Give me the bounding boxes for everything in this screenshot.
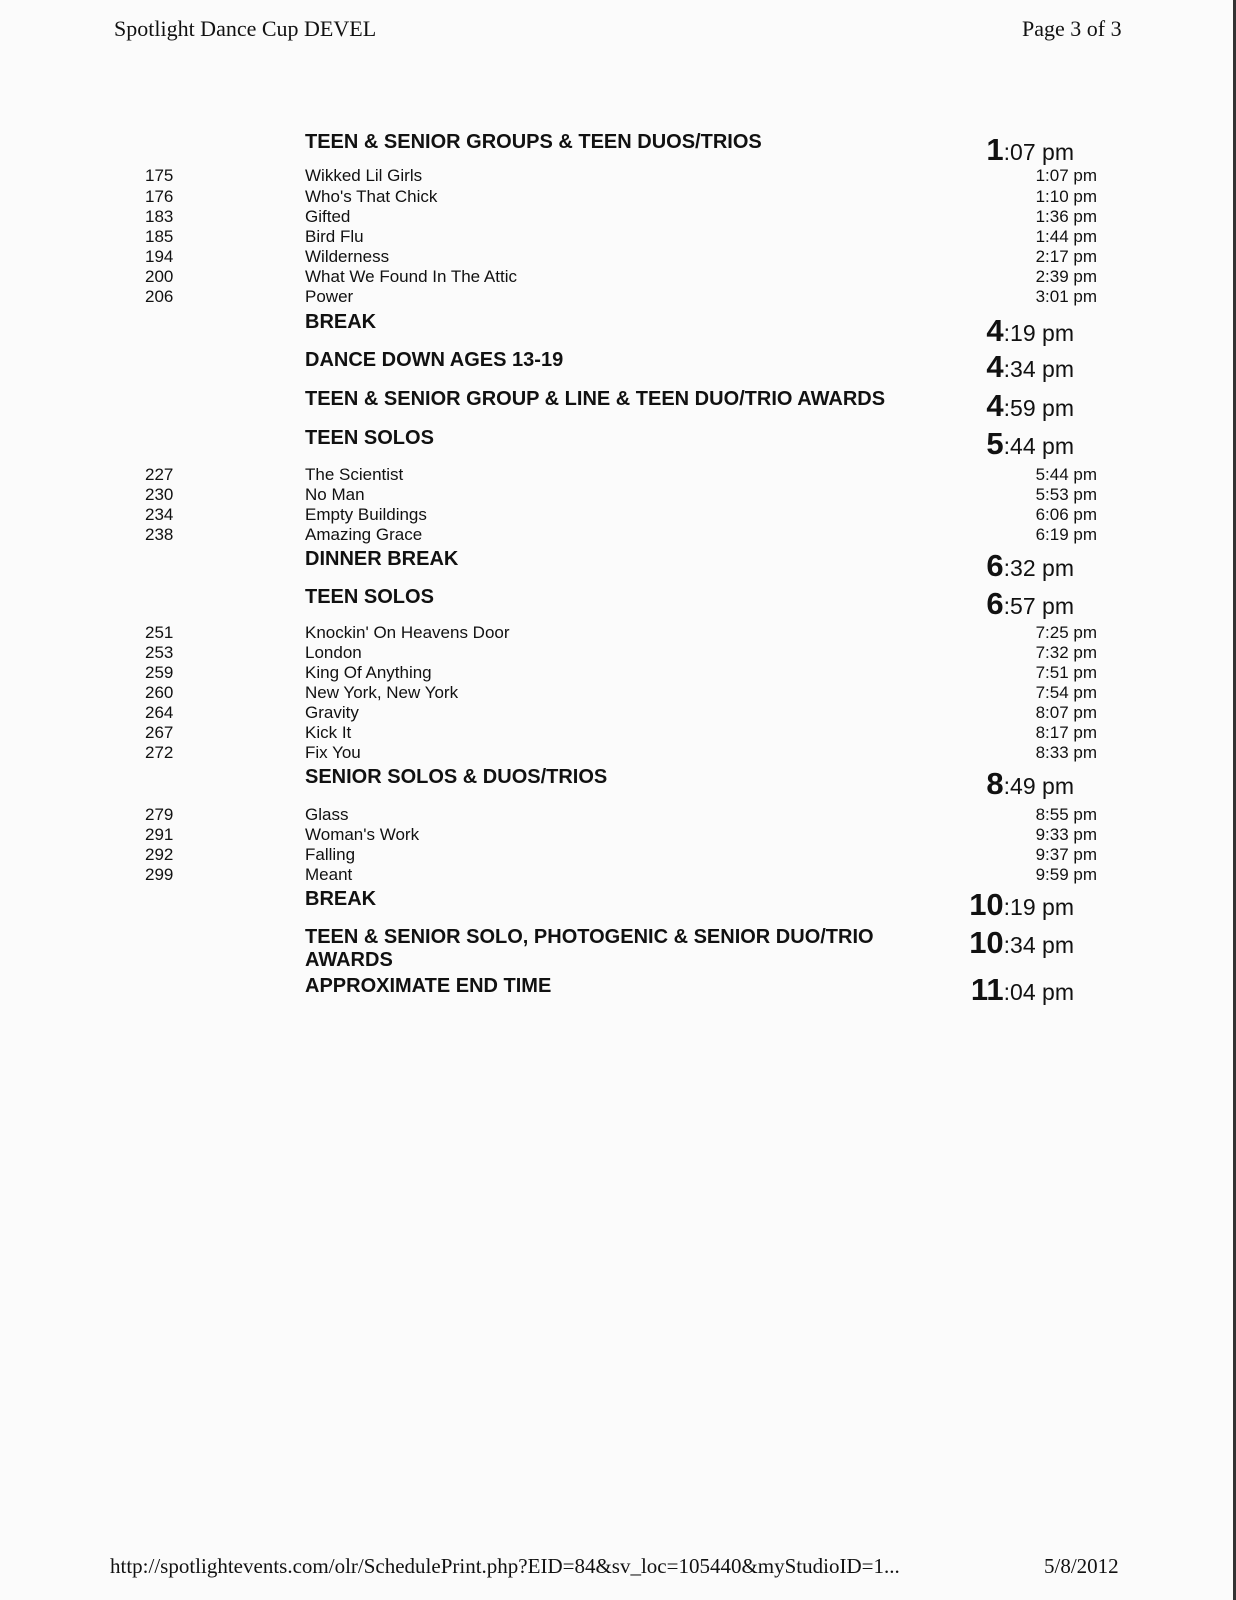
entry-number: 299: [145, 865, 174, 884]
entry-time: 5:44 pm: [1035, 465, 1097, 484]
section-start-hour: 4: [986, 349, 1004, 384]
section-start-time: [970, 972, 1074, 1007]
section-title: APPROXIMATE END TIME: [305, 975, 552, 997]
entry-time: 7:25 pm: [1035, 623, 1097, 642]
entry-number: 238: [145, 525, 174, 544]
entry-time: 5:53 pm: [1035, 485, 1097, 504]
section-title: BREAK: [305, 888, 377, 910]
section-start-minutes: :34 pm: [1003, 356, 1074, 382]
entry-title: London: [305, 643, 362, 662]
page-number: Page 3 of 3: [1022, 16, 1122, 41]
section-start-hour: 10: [969, 887, 1004, 922]
section-title: TEEN & SENIOR GROUPS & TEEN DUOS/TRIOS: [305, 131, 762, 153]
entry-title: Knockin' On Heavens Door: [305, 623, 510, 642]
entry-title: Empty Buildings: [305, 505, 427, 524]
entry-number: 267: [145, 723, 174, 742]
entry-time: 7:54 pm: [1035, 683, 1097, 702]
entry-number: 251: [145, 623, 174, 642]
entry-time: 6:19 pm: [1035, 525, 1097, 544]
entry-time: 2:39 pm: [1035, 267, 1097, 286]
entry-number: 259: [145, 663, 174, 682]
section-start-time: [986, 766, 1074, 801]
entry-time: 8:17 pm: [1035, 723, 1097, 742]
entry-time: 8:33 pm: [1035, 743, 1097, 762]
entry-number: 194: [145, 247, 174, 266]
entry-title: Kick It: [305, 723, 352, 742]
entry-time: 6:06 pm: [1035, 505, 1097, 524]
section-start-minutes: :07 pm: [1003, 139, 1074, 165]
section-start-hour: 4: [986, 388, 1004, 423]
section-title: DANCE DOWN AGES 13-19: [305, 349, 564, 371]
entry-number: 185: [145, 227, 174, 246]
footer-date: 5/8/2012: [1044, 1554, 1119, 1578]
section-start-time: [986, 388, 1074, 423]
entry-number: 292: [145, 845, 174, 864]
section-start-hour: 6: [986, 548, 1004, 583]
entry-time: 1:07 pm: [1035, 166, 1097, 185]
section-title: DINNER BREAK: [305, 548, 459, 570]
section-title: TEEN & SENIOR SOLO, PHOTOGENIC & SENIOR DUO/TRIO AWARDS: [305, 926, 874, 971]
section-start-time: [986, 313, 1074, 348]
section-start-time: [986, 349, 1074, 384]
entry-title: The Scientist: [305, 465, 404, 484]
entry-title: New York, New York: [305, 683, 459, 702]
entry-time: 8:07 pm: [1035, 703, 1097, 722]
entry-time: 8:55 pm: [1035, 805, 1097, 824]
section-start-time: [986, 586, 1074, 621]
entry-number: 176: [145, 187, 174, 206]
section-start-minutes: :57 pm: [1003, 593, 1074, 619]
entry-number: 272: [145, 743, 174, 762]
entry-number: 291: [145, 825, 174, 844]
entry-title: Meant: [305, 865, 353, 884]
section-start-minutes: :32 pm: [1003, 555, 1074, 581]
footer-url[interactable]: http://spotlightevents.com/olr/SchedulePrint.php?EID=84&sv_loc=105440&myStudioID=1...: [110, 1554, 900, 1578]
section-start-hour: 5: [986, 426, 1004, 461]
section-title: TEEN & SENIOR GROUP & LINE & TEEN DUO/TRIO AWARDS: [305, 388, 886, 410]
section-title: TEEN SOLOS: [305, 427, 434, 449]
entry-time: 1:44 pm: [1035, 227, 1097, 246]
section-start-minutes: :04 pm: [1003, 979, 1074, 1005]
entry-title: Power: [305, 287, 354, 306]
section-title: SENIOR SOLOS & DUOS/TRIOS: [305, 766, 608, 788]
section-start-minutes: :49 pm: [1003, 773, 1074, 799]
entry-title: Falling: [305, 845, 356, 864]
entry-number: 264: [145, 703, 174, 722]
entry-title: Woman's Work: [305, 825, 420, 844]
entry-number: 200: [145, 267, 174, 286]
entry-title: What We Found In The Attic: [305, 267, 517, 286]
entry-time: 1:10 pm: [1035, 187, 1097, 206]
entry-title: Wikked Lil Girls: [305, 166, 423, 185]
entry-time: 9:59 pm: [1035, 865, 1097, 884]
entry-time: 9:37 pm: [1035, 845, 1097, 864]
entry-title: King Of Anything: [305, 663, 432, 682]
section-start-hour: 10: [969, 925, 1004, 960]
section-title: TEEN SOLOS: [305, 586, 434, 608]
entry-number: 234: [145, 505, 174, 524]
section-start-time: [986, 548, 1074, 583]
section-start-hour: 11: [970, 972, 1004, 1007]
document-title: Spotlight Dance Cup DEVEL: [114, 16, 377, 41]
entry-number: 175: [145, 166, 174, 185]
entry-number: 206: [145, 287, 174, 306]
section-start-time: [986, 426, 1074, 461]
entry-title: Gifted: [305, 207, 351, 226]
section-start-minutes: :59 pm: [1003, 395, 1074, 421]
entry-number: 227: [145, 465, 174, 484]
entry-number: 260: [145, 683, 174, 702]
entry-title: No Man: [305, 485, 365, 504]
entry-title: Bird Flu: [305, 227, 364, 246]
section-start-minutes: :19 pm: [1003, 320, 1074, 346]
entry-title: Wilderness: [305, 247, 390, 266]
section-start-hour: 1: [986, 132, 1004, 167]
section-start-time: [969, 925, 1074, 960]
section-start-hour: 8: [986, 766, 1004, 801]
entry-time: 7:51 pm: [1035, 663, 1097, 682]
entry-time: 7:32 pm: [1035, 643, 1097, 662]
entry-title: Fix You: [305, 743, 361, 762]
section-start-time: [969, 887, 1074, 922]
section-start-minutes: :34 pm: [1003, 932, 1074, 958]
section-start-hour: 6: [986, 586, 1004, 621]
entry-time: 3:01 pm: [1035, 287, 1097, 306]
entry-title: Gravity: [305, 703, 359, 722]
entry-title: Glass: [305, 805, 349, 824]
section-start-minutes: :19 pm: [1003, 894, 1074, 920]
entry-number: 279: [145, 805, 174, 824]
entry-number: 183: [145, 207, 174, 226]
entry-time: 9:33 pm: [1035, 825, 1097, 844]
entry-title: Who's That Chick: [305, 187, 438, 206]
entry-time: 2:17 pm: [1035, 247, 1097, 266]
section-title: BREAK: [305, 311, 377, 333]
section-start-time: [986, 132, 1074, 167]
entry-number: 230: [145, 485, 174, 504]
section-start-hour: 4: [986, 313, 1004, 348]
entry-number: 253: [145, 643, 174, 662]
section-start-minutes: :44 pm: [1003, 433, 1074, 459]
entry-time: 1:36 pm: [1035, 207, 1097, 226]
entry-title: Amazing Grace: [305, 525, 423, 544]
